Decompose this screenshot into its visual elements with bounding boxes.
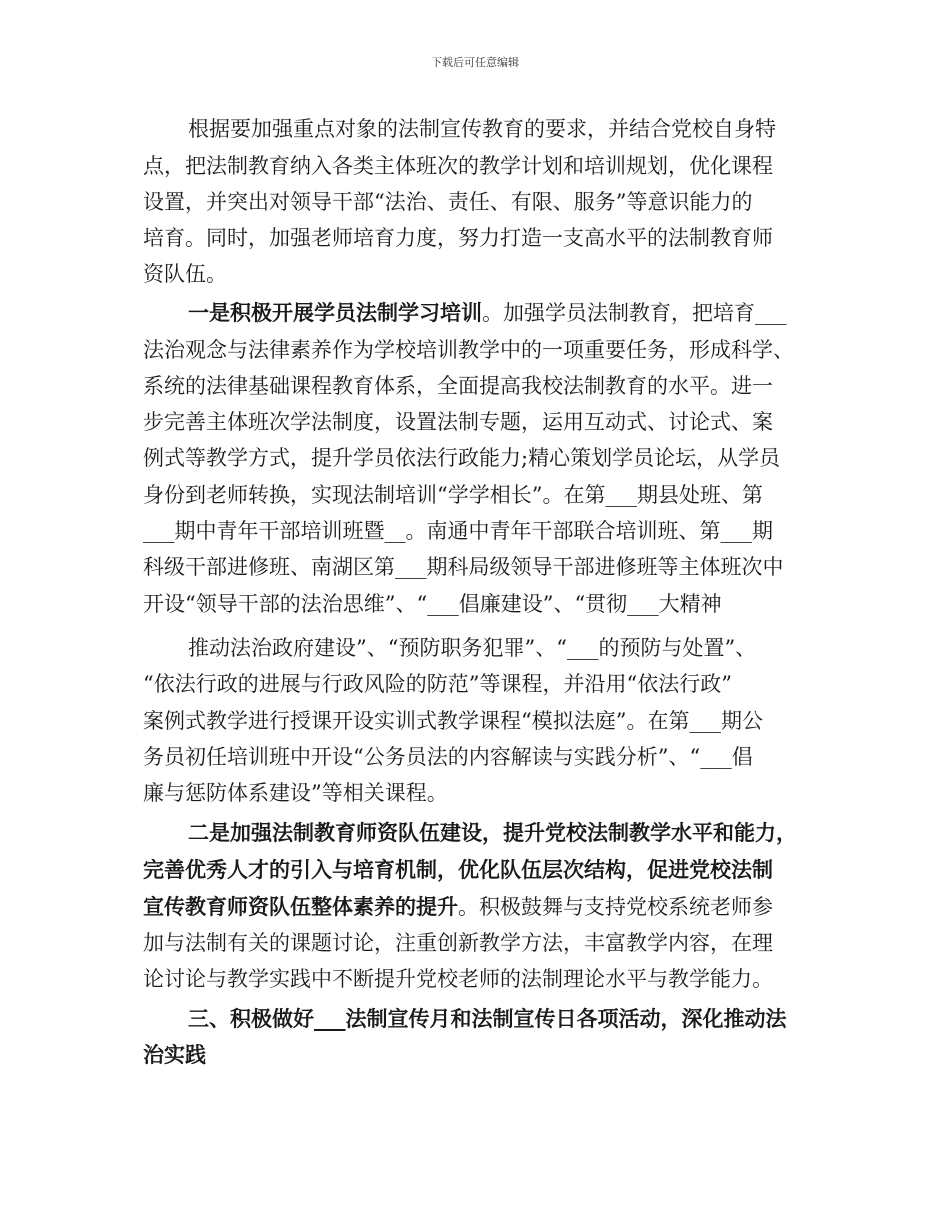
paragraph-line: 例式等教学方式，提升学员依法行政能力;精心策划学员论坛，从学员 (143, 446, 781, 470)
paragraph-line: 完善优秀人才的引入与培育机制，优化队伍层次结构，促进党校法制 (143, 857, 773, 882)
line-text: 。积极鼓舞与支持党校系统老师参 (458, 895, 773, 919)
paragraph-line (143, 892, 810, 922)
paragraph-line: “依法行政的进展与行政风险的防范”等课程，并沿用“依法行政” (143, 672, 732, 696)
paragraph-line: 廉与惩防体系建设”等相关课程。 (143, 781, 448, 805)
section-heading: 治实践 (143, 1042, 206, 1067)
paragraph-line (188, 298, 808, 328)
paragraph-line: 系统的法律基础课程教育体系，全面提高我校法制教育的水平。进一 (143, 374, 773, 398)
bold-heading: 一是积极开展学员法制学习培训 (188, 300, 482, 325)
paragraph-line: 法治观念与法律素养作为学校培训教学中的一项重要任务，形成科学、 (143, 338, 794, 362)
paragraph-line: 案例式教学进行授课开设实训式教学课程“模拟法庭”。在第___期公 (143, 709, 763, 733)
paragraph-line: 身份到老师转换，实现法制培训“学学相长”。在第___期县处班、第 (143, 483, 763, 507)
paragraph-line: 步完善主体班次学法制度，设置法制专题，运用互动式、讨论式、案 (143, 410, 773, 434)
bold-heading: 宣传教育师资队伍整体素养的提升 (143, 894, 458, 919)
paragraph-line: ___期中青年干部培训班暨__。南通中青年干部联合培训班、第___期 (143, 519, 773, 543)
paragraph-line: 设置，并突出对领导干部“法治、责任、有限、服务”等意识能力的 (143, 190, 753, 214)
paragraph-line: 根据要加强重点对象的法制宣传教育的要求，并结合党校自身特 (188, 117, 776, 141)
paragraph-line: 资队伍。 (143, 262, 227, 286)
paragraph-line: 推动法治政府建设”、“预防职务犯罪”、“___的预防与处置”、 (188, 636, 757, 660)
paragraph-line: 论讨论与教学实践中不断提升党校老师的法制理论水平与教学能力。 (143, 967, 773, 991)
paragraph-line: 务员初任培训班中开设“公务员法的内容解读与实践分析”、“___倡 (143, 745, 753, 769)
page-header: 下载后可任意编辑 (431, 56, 519, 69)
paragraph-line: 开设“领导干部的法治思维”、“___倡廉建设”、“贯彻___大精神 (143, 592, 722, 616)
paragraph-line: 二是加强法制教育师资队伍建设，提升党校法制教学水平和能力， (188, 820, 797, 845)
paragraph-line: 培育。同时，加强老师培育力度，努力打造一支高水平的法制教育师 (143, 226, 773, 250)
paragraph-line: 加与法制有关的课题讨论，注重创新教学方法，丰富教学内容，在理 (143, 931, 773, 955)
line-text: 。加强学员法制教育，把培育___ (482, 301, 787, 325)
paragraph-line: 科级干部进修班、南湖区第___期科局级领导干部进修班等主体班次中 (143, 555, 784, 579)
section-heading: 三、积极做好___法制宣传月和法制宣传日各项活动，深化推动法 (188, 1006, 787, 1031)
paragraph-line: 点，把法制教育纳入各类主体班次的教学计划和培训规划，优化课程 (143, 154, 773, 178)
